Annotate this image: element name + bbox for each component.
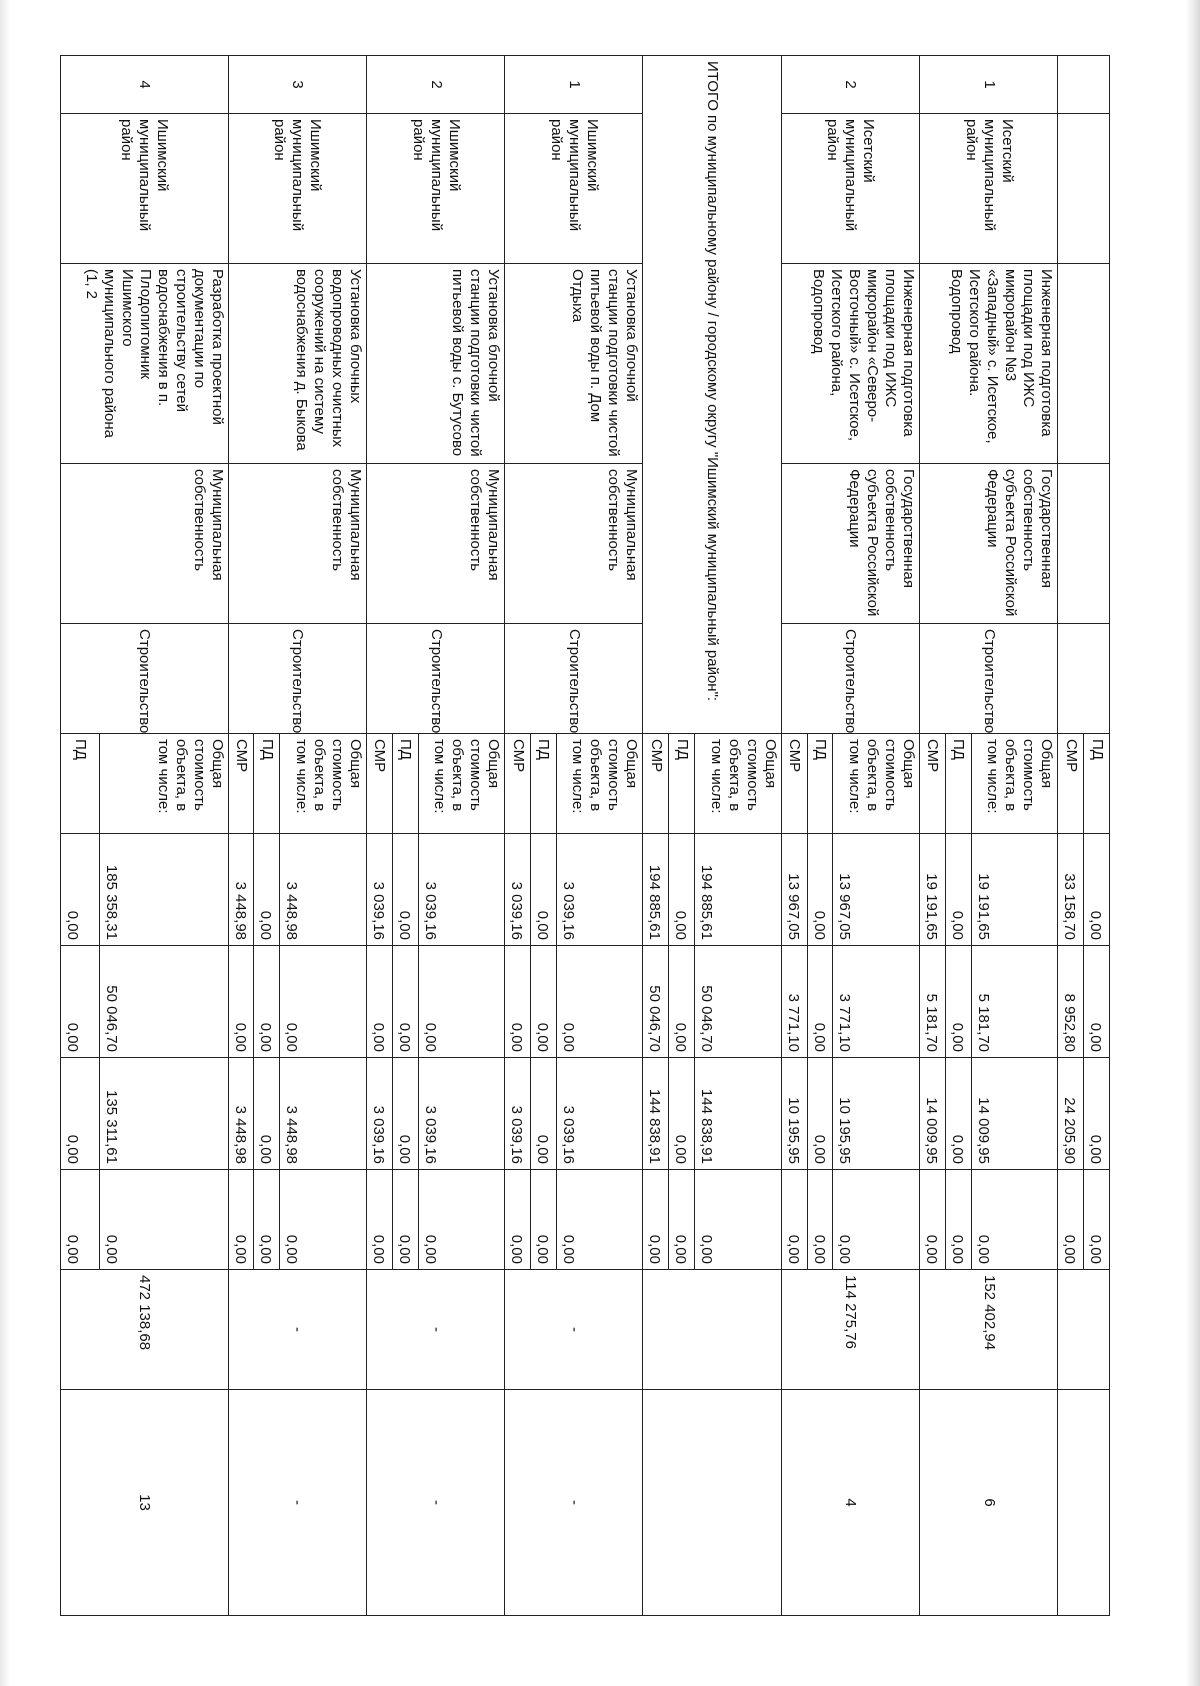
ownership-cell: Государственная собственность субъекта Российской Федерации — [781, 464, 919, 624]
value-cell: 5 181,70 — [920, 946, 946, 1058]
row-label-smr: СМР — [781, 734, 807, 834]
total-label: Общая стоимость объекта, в том числе: — [99, 734, 228, 834]
scan-edge-right — [1186, 0, 1200, 1686]
cont-cell-sum — [1058, 1270, 1110, 1390]
row-number: 2 — [366, 56, 504, 114]
value-cell: 0,00 — [61, 1058, 100, 1170]
value-cell: 19 191,65 — [920, 834, 946, 946]
value-cell: 14 009,95 — [971, 1058, 1058, 1170]
table-row — [556, 56, 643, 1616]
row-label-pd: ПД — [1084, 734, 1110, 834]
value-cell: 0,00 — [531, 834, 557, 946]
value-cell: 194 885,61 — [643, 834, 669, 946]
value-cell: 0,00 — [669, 834, 695, 946]
row-number: 4 — [61, 56, 229, 114]
table-row — [280, 56, 367, 1616]
sum-cell: 472 138,68 — [61, 1270, 229, 1390]
object-cell: Инженерная подготовка площадки под ИЖС микрорайон «Северо-Восточный» с. Исетское, Исетского района, Водопровод — [781, 264, 919, 464]
work-type-cell: Строительство — [781, 624, 919, 734]
work-type-cell: Строительство — [366, 624, 504, 734]
value-cell: 0,00 — [807, 834, 833, 946]
table-row — [99, 56, 228, 1616]
value-cell: 0,00 — [254, 946, 280, 1058]
last-col-cell: - — [366, 1390, 504, 1616]
total-label: Общая стоимость объекта, в том числе: — [280, 734, 367, 834]
sum-cell: - — [505, 1270, 643, 1390]
value-cell: 3 039,16 — [556, 1058, 643, 1170]
work-type-cell: Строительство — [228, 624, 366, 734]
object-cell: Установка блочных водопроводных очистных сооружений на систему водоснабжения д. Быкова — [228, 264, 366, 464]
value-cell: 24 205,90 — [1058, 1058, 1084, 1170]
value-cell: 0,00 — [1084, 1170, 1110, 1270]
value-cell: 0,00 — [945, 834, 971, 946]
ownership-cell: Государственная собственность субъекта Российской Федерации — [920, 464, 1058, 624]
cont-cell-object — [1058, 264, 1110, 464]
ownership-cell: Муниципальная собственность — [366, 464, 504, 624]
value-cell: 14 009,95 — [920, 1058, 946, 1170]
value-cell: 0,00 — [781, 1170, 807, 1270]
last-col-cell: - — [505, 1390, 643, 1616]
value-cell: 0,00 — [556, 946, 643, 1058]
value-cell: 3 039,16 — [418, 1058, 505, 1170]
value-cell: 19 191,65 — [971, 834, 1058, 946]
row-number: 3 — [228, 56, 366, 114]
row-label-pd: ПД — [61, 734, 100, 834]
value-cell: 0,00 — [505, 946, 531, 1058]
value-cell: 0,00 — [392, 1170, 418, 1270]
cont-cell-work — [1058, 624, 1110, 734]
row-label-smr: СМР — [505, 734, 531, 834]
value-cell: 0,00 — [392, 834, 418, 946]
value-cell: 0,00 — [669, 946, 695, 1058]
value-cell: 0,00 — [392, 946, 418, 1058]
value-cell: 10 195,95 — [833, 1058, 920, 1170]
value-cell: 3 448,98 — [280, 1058, 367, 1170]
district-cell: Ишимский муниципальный район — [366, 114, 504, 264]
value-cell: 0,00 — [280, 946, 367, 1058]
value-cell: 3 448,98 — [280, 834, 367, 946]
total-label: Общая стоимость объекта, в том числе: — [971, 734, 1058, 834]
value-cell: 0,00 — [366, 946, 392, 1058]
value-cell: 0,00 — [228, 946, 254, 1058]
row-label-smr: СМР — [643, 734, 669, 834]
value-cell: 5 181,70 — [971, 946, 1058, 1058]
value-cell: 0,00 — [556, 1170, 643, 1270]
cont-cell-district — [1058, 114, 1110, 264]
objects-table — [60, 55, 1110, 1616]
value-cell: 0,00 — [833, 1170, 920, 1270]
table-row — [971, 56, 1058, 1616]
work-type-cell: Строительство — [920, 624, 1058, 734]
value-cell: 0,00 — [1084, 1058, 1110, 1170]
ownership-cell: Муниципальная собственность — [228, 464, 366, 624]
table-row — [833, 56, 920, 1616]
ownership-cell: Муниципальная собственность — [61, 464, 229, 624]
total-label: Общая стоимость объекта, в том числе: — [695, 734, 782, 834]
object-cell: Инженерная подготовка площадки под ИЖС микрорайон №3 «Западный» с. Исетское, Исетского района. Водопровод — [920, 264, 1058, 464]
value-cell: 0,00 — [1084, 946, 1110, 1058]
value-cell: 135 311,61 — [99, 1058, 228, 1170]
value-cell: 3 448,98 — [228, 834, 254, 946]
table-row — [418, 56, 505, 1616]
district-cell: Исетский муниципальный район — [920, 114, 1058, 264]
table-row — [1084, 56, 1110, 1616]
work-type-cell: Строительство — [505, 624, 643, 734]
value-cell: 0,00 — [695, 1170, 782, 1270]
total-label: Общая стоимость объекта, в том числе: — [556, 734, 643, 834]
total-label: Общая стоимость объекта, в том числе: — [833, 734, 920, 834]
value-cell: 0,00 — [366, 1170, 392, 1270]
value-cell: 0,00 — [99, 1170, 228, 1270]
last-col-cell: - — [228, 1390, 366, 1616]
row-label-pd: ПД — [254, 734, 280, 834]
value-cell: 50 046,70 — [695, 946, 782, 1058]
value-cell: 50 046,70 — [643, 946, 669, 1058]
cont-cell-last — [1058, 1390, 1110, 1616]
row-label-pd: ПД — [392, 734, 418, 834]
sum-cell: 114 275,76 — [781, 1270, 919, 1390]
value-cell: 0,00 — [61, 946, 100, 1058]
value-cell: 0,00 — [807, 1170, 833, 1270]
value-cell: 0,00 — [254, 1058, 280, 1170]
table-row — [695, 56, 782, 1616]
value-cell: 0,00 — [643, 1170, 669, 1270]
value-cell: 3 771,10 — [833, 946, 920, 1058]
value-cell: 50 046,70 — [99, 946, 228, 1058]
row-number: 2 — [781, 56, 919, 114]
value-cell: 0,00 — [1084, 834, 1110, 946]
value-cell: 0,00 — [392, 1058, 418, 1170]
value-cell: 13 967,05 — [833, 834, 920, 946]
object-cell: Разработка проектной документации по строительству сетей водоснабжения в п. Плодопитомник Ишимского муниципального района (1, 2 — [61, 264, 229, 464]
value-cell: 144 838,91 — [695, 1058, 782, 1170]
value-cell: 0,00 — [945, 946, 971, 1058]
object-cell: Установка блочной станции подготовки чистой питьевой воды с. Бутусово — [366, 264, 504, 464]
value-cell: 144 838,91 — [643, 1058, 669, 1170]
value-cell: 0,00 — [531, 1170, 557, 1270]
value-cell: 0,00 — [61, 834, 100, 946]
last-col-cell: 4 — [781, 1390, 919, 1616]
row-label-smr: СМР — [228, 734, 254, 834]
value-cell: 3 039,16 — [505, 1058, 531, 1170]
row-number: 1 — [920, 56, 1058, 114]
value-cell: 3 039,16 — [418, 834, 505, 946]
value-cell: 10 195,95 — [781, 1058, 807, 1170]
value-cell: 0,00 — [254, 1170, 280, 1270]
district-cell: Ишимский муниципальный район — [228, 114, 366, 264]
cont-cell-ownership — [1058, 464, 1110, 624]
last-col-cell: 13 — [61, 1390, 229, 1616]
sum-cell: - — [228, 1270, 366, 1390]
value-cell: 3 039,16 — [505, 834, 531, 946]
cont-cell-num — [1058, 56, 1110, 114]
last-col-cell: 6 — [920, 1390, 1058, 1616]
value-cell: 0,00 — [971, 1170, 1058, 1270]
row-label-pd: ПД — [531, 734, 557, 834]
value-cell: 185 358,31 — [99, 834, 228, 946]
value-cell: 0,00 — [807, 1058, 833, 1170]
itogo-label: ИТОГО по муниципальному району / городскому округу "Ишимский муниципальный район": — [643, 56, 781, 734]
value-cell: 0,00 — [945, 1058, 971, 1170]
value-cell: 0,00 — [669, 1170, 695, 1270]
value-cell: 0,00 — [531, 1058, 557, 1170]
value-cell: 0,00 — [945, 1170, 971, 1270]
district-cell: Ишимский муниципальный район — [61, 114, 229, 264]
value-cell: 33 158,70 — [1058, 834, 1084, 946]
total-label: Общая стоимость объекта, в том числе: — [418, 734, 505, 834]
value-cell: 0,00 — [669, 1058, 695, 1170]
value-cell: 0,00 — [920, 1170, 946, 1270]
work-type-cell: Строительство — [61, 624, 229, 734]
value-cell: 0,00 — [505, 1170, 531, 1270]
row-label-smr: СМР — [366, 734, 392, 834]
value-cell: 13 967,05 — [781, 834, 807, 946]
row-label-pd: ПД — [807, 734, 833, 834]
value-cell: 0,00 — [1058, 1170, 1084, 1270]
value-cell: 194 885,61 — [695, 834, 782, 946]
row-label-smr: СМР — [1058, 734, 1084, 834]
value-cell: 0,00 — [807, 946, 833, 1058]
value-cell: 3 039,16 — [556, 834, 643, 946]
row-label-pd: ПД — [945, 734, 971, 834]
value-cell: 0,00 — [254, 834, 280, 946]
value-cell: 0,00 — [418, 946, 505, 1058]
value-cell: 8 952,80 — [1058, 946, 1084, 1058]
value-cell: 3 039,16 — [366, 834, 392, 946]
value-cell: 0,00 — [418, 1170, 505, 1270]
value-cell: 0,00 — [61, 1170, 100, 1270]
value-cell: 0,00 — [280, 1170, 367, 1270]
rotated-table-sheet — [60, 55, 1110, 1615]
row-label-smr: СМР — [920, 734, 946, 834]
value-cell: 3 771,10 — [781, 946, 807, 1058]
itogo-last-cell — [643, 1390, 781, 1616]
ownership-cell: Муниципальная собственность — [505, 464, 643, 624]
value-cell: 3 039,16 — [366, 1058, 392, 1170]
value-cell: 0,00 — [531, 946, 557, 1058]
object-cell: Установка блочной станции подготовки чистой питьевой воды п. Дом Отдыха — [505, 264, 643, 464]
itogo-sum-cell — [643, 1270, 781, 1390]
value-cell: 3 448,98 — [228, 1058, 254, 1170]
row-number: 1 — [505, 56, 643, 114]
sum-cell: 152 402,94 — [920, 1270, 1058, 1390]
district-cell: Ишимский муниципальный район — [505, 114, 643, 264]
district-cell: Исетский муниципальный район — [781, 114, 919, 264]
value-cell: 0,00 — [228, 1170, 254, 1270]
row-label-pd: ПД — [669, 734, 695, 834]
scan-edge-left — [0, 0, 10, 1686]
sum-cell: - — [366, 1270, 504, 1390]
